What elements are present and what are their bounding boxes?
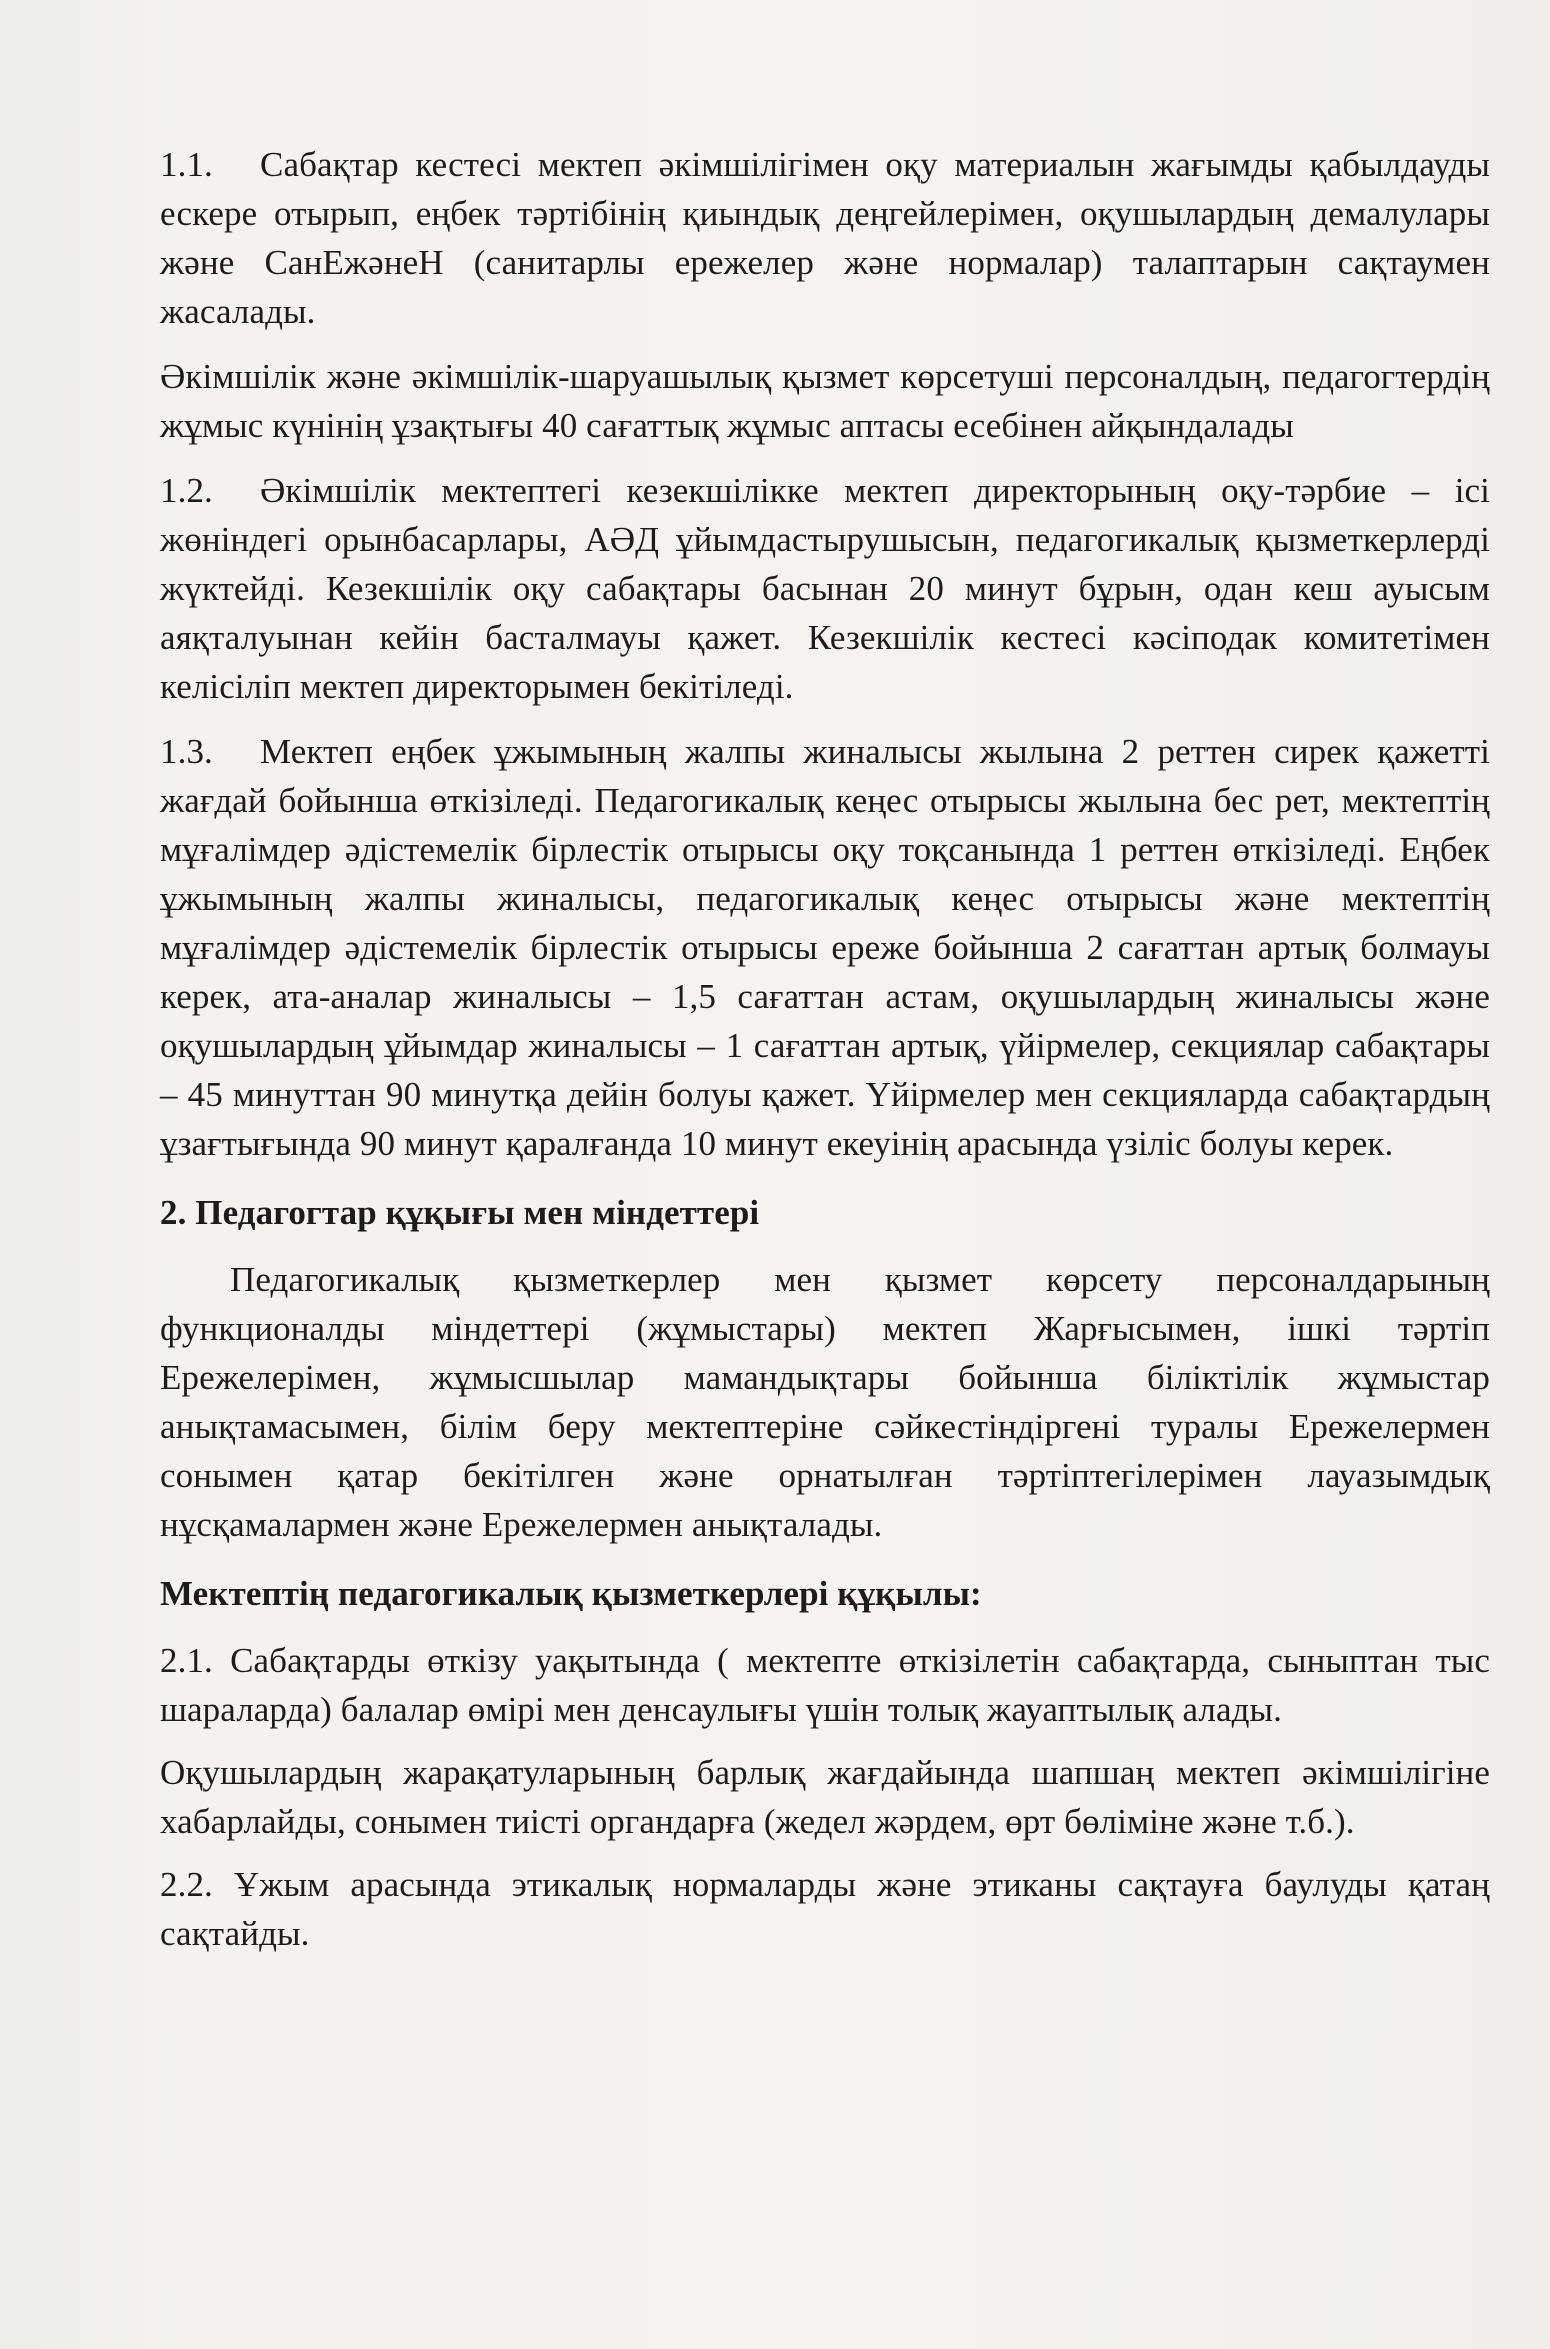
paragraph-text: Мектеп еңбек ұжымының жалпы жиналысы жылына 2 реттен сирек қажетті жағдай бойынша өткізіледі. Педагогикалық кеңес отырысы жылына бес рет, мектептің мұғалімдер әдістемелік бірлестік отырысы оқу тоқсанында 1 реттен өткізіледі. Еңбек ұжымының жалпы жиналысы, педагогикалық кеңес отырысы және мектептің мұғалімдер әдістемелік бірлестік отырысы ереже бойынша 2 сағаттан артық болмауы керек, ата-аналар жиналысы – 1,5 сағаттан астам, оқушылардың жиналысы және оқушылардың ұйымдар жиналысы – 1 сағаттан артық, үйірмелер, секциялар сабақтары – 45 минуттан 90 минутқа дейін болуы қажет. Үйірмелер мен секцияларда сабақтардың ұзағтығында 90 минут қаралғанда 10 минут екеуінің арасында үзіліс болуы керек. (160, 732, 1490, 1163)
paragraph-1-2 (160, 466, 1490, 711)
paragraph-injury-report (160, 1748, 1490, 1846)
paragraph-number: 1.2. (160, 471, 213, 510)
paragraph-text: 2.2. Ұжым арасында этикалық нормаларды және этиканы сақтауға баулуды қатаң сақтайды. (160, 1865, 1490, 1953)
paragraph-1-3 (160, 727, 1490, 1168)
paragraph-text: 2.1. Сабақтарды өткізу уақытында ( мектепте өткізілетін сабақтарда, сыныптан тыс шараларда) балалар өмірі мен денсаулығы үшін толық жауаптылық алады. (160, 1641, 1490, 1729)
paragraph-number: 1.1. (160, 145, 213, 184)
paragraph-text: Оқушылардың жарақатуларының барлық жағдайында шапшаң мектеп әкімшілігіне хабарлайды, сонымен тиісті органдарға (жедел жәрдем, өрт бөліміне және т.б.). (160, 1753, 1490, 1841)
paragraph-number: 1.3. (160, 732, 213, 771)
section-heading-2: 2. Педагогтар құқығы мен міндеттері (160, 1193, 760, 1232)
paragraph-text: Сабақтар кестесі мектеп әкімшілігімен оқу материалын жағымды қабылдауды ескере отырып, еңбек тәртібінің қиындық деңгейлерімен, оқушылардың демалулары және СанЕжәнеН (санитарлы ережелер және нормалар) талаптарын сақтаумен жасалады. (160, 145, 1490, 331)
paragraph-text: Әкімшілік мектептегі кезекшілікке мектеп директорының оқу-тәрбие – ісі жөніндегі орынбасарлары, АӘД ұйымдастырушысын, педагогикалық қызметкерлерді жүктейді. Кезекшілік оқу сабақтары басынан 20 минут бұрын, одан кеш ауысым аяқталуынан кейін басталмауы қажет. Кезекшілік кестесі кәсіподак комитетімен келісіліп мектеп директорымен бекітіледі. (160, 471, 1490, 706)
paragraph-2-1 (160, 1636, 1490, 1734)
paragraph-2-2 (160, 1860, 1490, 1958)
paragraph-text: Педагогикалық қызметкерлер мен қызмет көрсету персоналдарының функционалды міндеттері (жұмыстары) мектеп Жарғысымен, ішкі тәртіп Ережелерімен, жұмысшылар мамандықтары бойынша біліктілік жұмыстар анықтамасымен, білім беру мектептеріне сәйкестіндіргені туралы Ережелермен сонымен қатар бекітілген және орнатылған тәртіптегілерімен лауазымдық нұсқамалармен және Ережелермен анықталады. (160, 1260, 1490, 1544)
subsection-heading-rights: Мектептің педагогикалық қызметкерлері құқылы: (160, 1574, 982, 1613)
paragraph-working-hours (160, 352, 1490, 450)
paragraph-1-1 (160, 140, 1490, 336)
paragraph-text: Әкімшілік және әкімшілік-шаруашылық қызмет көрсетуші персоналдың, педагогтердің жұмыс күнінің ұзақтығы 40 сағаттық жұмыс аптасы есебінен айқындалады (160, 357, 1490, 445)
paragraph-functional-duties (160, 1255, 1490, 1549)
document-body (160, 140, 1490, 1958)
